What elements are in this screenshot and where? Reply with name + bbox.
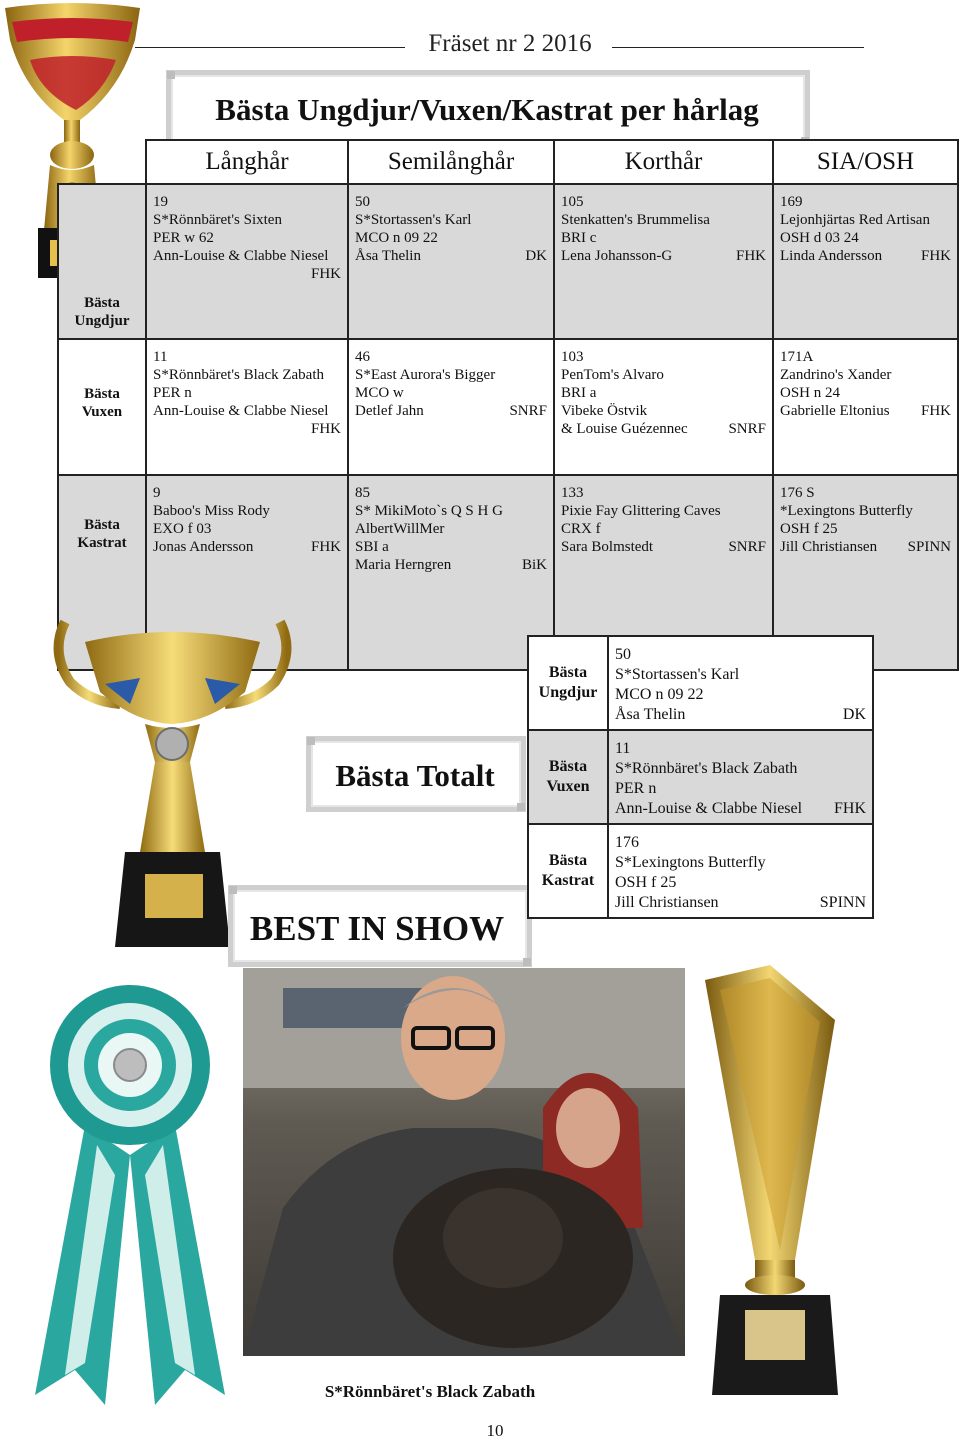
table-row bbox=[58, 184, 958, 339]
total-label-ungdjur: Bästa Ungdjur bbox=[528, 636, 608, 730]
result-cell: 176 S *Lexingtons Butterfly OSH f 25 Jill Christiansen SPINN bbox=[773, 475, 958, 670]
row-label-vuxen: Bästa Vuxen bbox=[58, 339, 146, 475]
rosette-ribbon-icon bbox=[15, 975, 245, 1415]
result-cell: 46 S*East Aurora's Bigger MCO w Detlef Jahn SNRF bbox=[348, 339, 554, 475]
total-cell: 11 S*Rönnbäret's Black Zabath PER n Ann-Louise & Clabbe Niesel FHK bbox=[608, 730, 873, 824]
table-row bbox=[528, 636, 873, 730]
winner-photo-illustration bbox=[243, 968, 685, 1356]
gold-cone-trophy-icon bbox=[700, 960, 845, 1400]
table-row bbox=[528, 824, 873, 918]
result-cell: 169 Lejonhjärtas Red Artisan OSH d 03 24 Linda Andersson FHK bbox=[773, 184, 958, 339]
best-total-title: Bästa Totalt bbox=[335, 758, 495, 793]
result-cell: 19 S*Rönnbäret's Sixten PER w 62 Ann-Louise & Clabbe Niesel FHK bbox=[146, 184, 348, 339]
page-number: 10 bbox=[486, 1421, 504, 1440]
table-row bbox=[58, 339, 958, 475]
winner-photo bbox=[243, 968, 685, 1356]
column-header-sia-osh: SIA/OSH bbox=[773, 140, 958, 184]
total-cell: 176 S*Lexingtons Butterfly OSH f 25 Jill Christiansen SPINN bbox=[608, 824, 873, 918]
row-label-kastrat: Bästa Kastrat bbox=[58, 475, 146, 670]
header-rule-right bbox=[612, 47, 864, 48]
result-cell: 133 Pixie Fay Glittering Caves CRX f Sara Bolmstedt SNRF bbox=[554, 475, 773, 670]
best-in-show-title: BEST IN SHOW bbox=[249, 909, 505, 948]
header-rule-left bbox=[135, 47, 405, 48]
best-total-table bbox=[527, 635, 874, 919]
result-cell: 171A Zandrino's Xander OSH n 24 Gabrielle Eltonius FHK bbox=[773, 339, 958, 475]
result-cell: 9 Baboo's Miss Rody EXO f 03 Jonas Andersson FHK bbox=[146, 475, 348, 670]
result-cell: 103 PenTom's Alvaro BRI a Vibeke Östvik & Louise Guézennec SNRF bbox=[554, 339, 773, 475]
header-title: Fräset nr 2 2016 bbox=[428, 30, 592, 57]
column-header-langhar: Långhår bbox=[146, 140, 348, 184]
total-cell: 50 S*Stortassen's Karl MCO n 09 22 Åsa Thelin DK bbox=[608, 636, 873, 730]
total-label-vuxen: Bästa Vuxen bbox=[528, 730, 608, 824]
result-cell: 50 S*Stortassen's Karl MCO n 09 22 Åsa Thelin DK bbox=[348, 184, 554, 339]
row-label-ungdjur: Bästa Ungdjur bbox=[58, 184, 146, 339]
photo-caption: S*Rönnbäret's Black Zabath bbox=[324, 1382, 536, 1401]
table-row bbox=[528, 730, 873, 824]
result-cell: 11 S*Rönnbäret's Black Zabath PER n Ann-Louise & Clabbe Niesel FHK bbox=[146, 339, 348, 475]
total-label-kastrat: Bästa Kastrat bbox=[528, 824, 608, 918]
results-table bbox=[57, 139, 959, 671]
column-header-korthar: Korthår bbox=[554, 140, 773, 184]
column-header-semilanghar: Semilånghår bbox=[348, 140, 554, 184]
result-cell: 105 Stenkatten's Brummelisa BRI c Lena Johansson-G FHK bbox=[554, 184, 773, 339]
result-cell: 85 S* MikiMoto`s Q S H G AlbertWillMer SBI a Maria Herngren BiK bbox=[348, 475, 554, 670]
main-title: Bästa Ungdjur/Vuxen/Kastrat per hårlag bbox=[215, 92, 759, 127]
corner-cell bbox=[58, 140, 146, 184]
